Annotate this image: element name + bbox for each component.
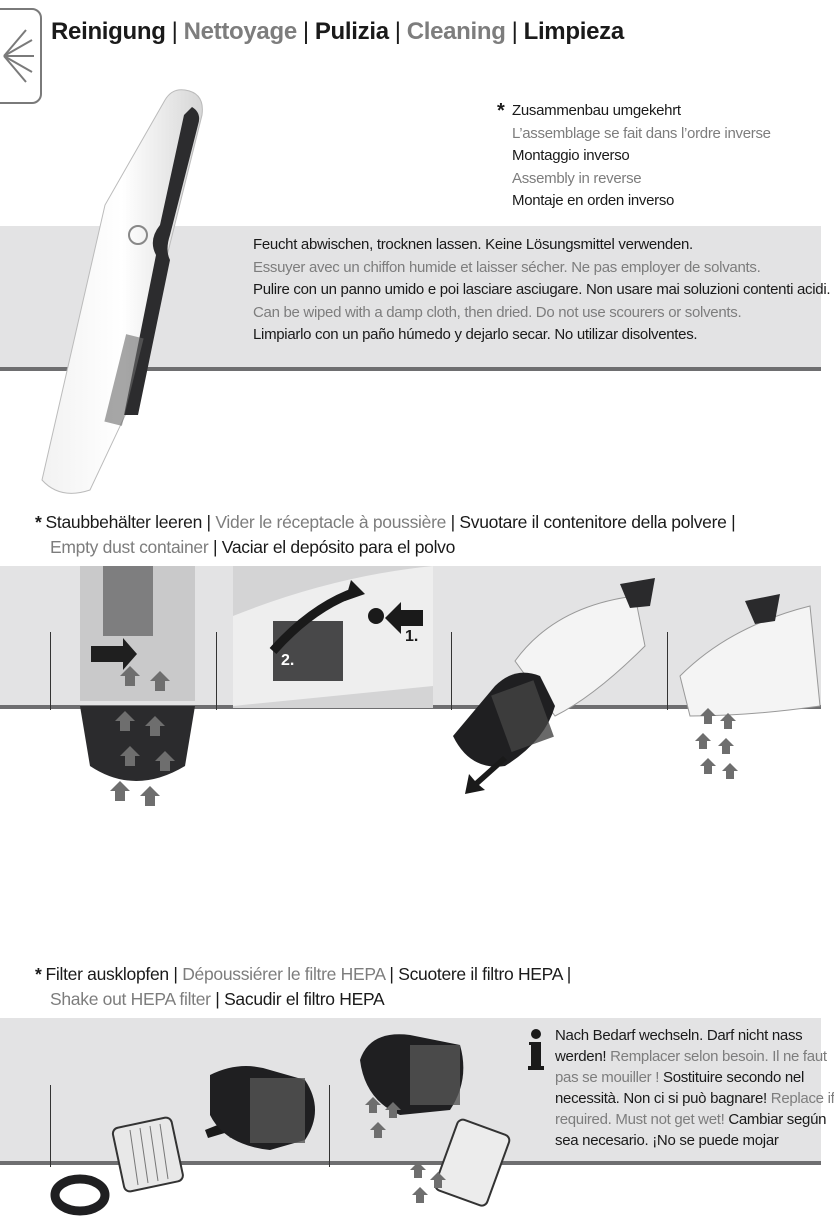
title-segment: | [210,989,225,1009]
info-line [555,1025,834,1046]
title-segment: Empty dust container [50,537,209,557]
hepa-filter-removal-illustration [50,1060,330,1230]
title-separator: | [171,18,178,45]
step-divider [50,632,51,710]
wipe-line-text: Can be wiped with a damp cloth, then dried. Do not use scourers or solvents. [253,303,742,321]
title-language: Nettoyage [183,18,297,45]
assembly-line [512,168,771,191]
filter-section-title [35,962,571,987]
info-segment: Cambiar según [728,1111,827,1128]
title-segment: | [446,512,460,532]
info-segment: Nach Bedarf wechseln. Darf nicht nass [555,1027,803,1044]
info-segment: Replace if [770,1090,834,1107]
assembly-line [512,145,771,168]
assembly-line [512,190,771,213]
title-language: Reinigung [51,18,166,45]
wipe-note [253,234,830,347]
title-segment: | [384,964,399,984]
assembly-line-text: L’assemblage se fait dans l’ordre inverse [512,124,771,142]
info-segment: werden! [555,1048,611,1065]
wipe-line [253,257,830,280]
title-segment: | [726,512,736,532]
assembly-line [512,100,771,123]
info-line [555,1046,834,1067]
title-language: Cleaning [406,18,506,45]
step-divider [667,632,668,710]
assembly-note [497,100,771,213]
step-1-label: 1. [405,628,419,645]
info-segment: Remplacer selon besoin. Il ne faut [610,1048,827,1065]
dust-section-subtitle [50,535,455,560]
info-line [555,1130,834,1151]
title-segment: Sacudir el filtro HEPA [224,989,385,1009]
title-segment: Dépoussiérer le filtre HEPA [182,964,385,984]
title-language: Limpieza [523,18,624,45]
asterisk-icon: * [35,512,42,532]
info-note [555,1025,834,1151]
info-segment: required. Must not get wet! [555,1111,729,1128]
title-segment: Shake out HEPA filter [50,989,211,1009]
assembly-line-text: Zusammenbau umgekehrt [512,102,681,119]
assembly-line [512,123,771,146]
title-segment: Vider le réceptacle à poussière [215,512,447,532]
asterisk-icon: * [497,100,505,122]
assembly-line-text: Montaggio inverso [512,147,630,164]
info-icon [528,1028,544,1072]
title-segment: | [168,964,183,984]
info-line [555,1088,834,1109]
dust-section-title [35,510,735,535]
hepa-filter-shaking-illustration [350,1030,520,1220]
title-separator: | [302,18,309,45]
info-segment: sea necesario. ¡No se puede mojar [555,1132,779,1149]
info-segment: necessità. Non ci si può bagnare! [555,1090,771,1107]
title-segment: Vaciar el depósito para el polvo [221,537,456,557]
title-segment: | [208,537,222,557]
title-segment: Scuotere il filtro HEPA [398,964,563,984]
wipe-line-text: Pulire con un panno umido e poi lasciare asciugare. Non usare mai soluzioni contenti acidi. [253,281,831,298]
title-separator: | [394,18,401,45]
assembly-line-text: Assembly in reverse [512,169,642,187]
title-separator: | [511,18,518,45]
wipe-line-text: Limpiarlo con un paño húmedo y dejarlo secar. No utilizar disolventes. [253,326,698,343]
wipe-line [253,234,830,257]
info-segment: pas se mouiller ! [555,1069,663,1086]
assembly-line-text: Montaje en orden inverso [512,192,675,209]
wipe-line-text: Feucht abwischen, trocknen lassen. Keine Lösungsmittel verwenden. [253,236,693,253]
title-segment: | [202,512,216,532]
wipe-line [253,324,830,347]
title-segment: | [562,964,571,984]
vacuum-cleaner-illustration [20,85,220,505]
title-segment: Filter ausklopfen [45,964,169,984]
step-divider [216,632,217,710]
wipe-line [253,279,830,302]
filter-removal-illustration [445,566,665,796]
filter-section-subtitle [50,987,384,1012]
page-title [51,18,624,46]
info-line [555,1109,834,1130]
asterisk-icon: * [35,964,42,984]
info-line [555,1067,834,1088]
title-language: Pulizia [314,18,389,45]
container-empty-illustration [670,566,820,786]
dust-container-open-illustration [75,566,205,816]
wipe-line [253,302,830,325]
title-segment: Staubbehälter leeren [45,512,202,532]
info-segment: Sostituire secondo nel [662,1069,804,1086]
step-2-label: 2. [281,652,295,669]
dust-container-release-illustration [233,566,433,708]
title-segment: Svuotare il contenitore della polvere [459,512,727,532]
wipe-line-text: Essuyer avec un chiffon humide et laisser sécher. Ne pas employer de solvants. [253,258,761,276]
